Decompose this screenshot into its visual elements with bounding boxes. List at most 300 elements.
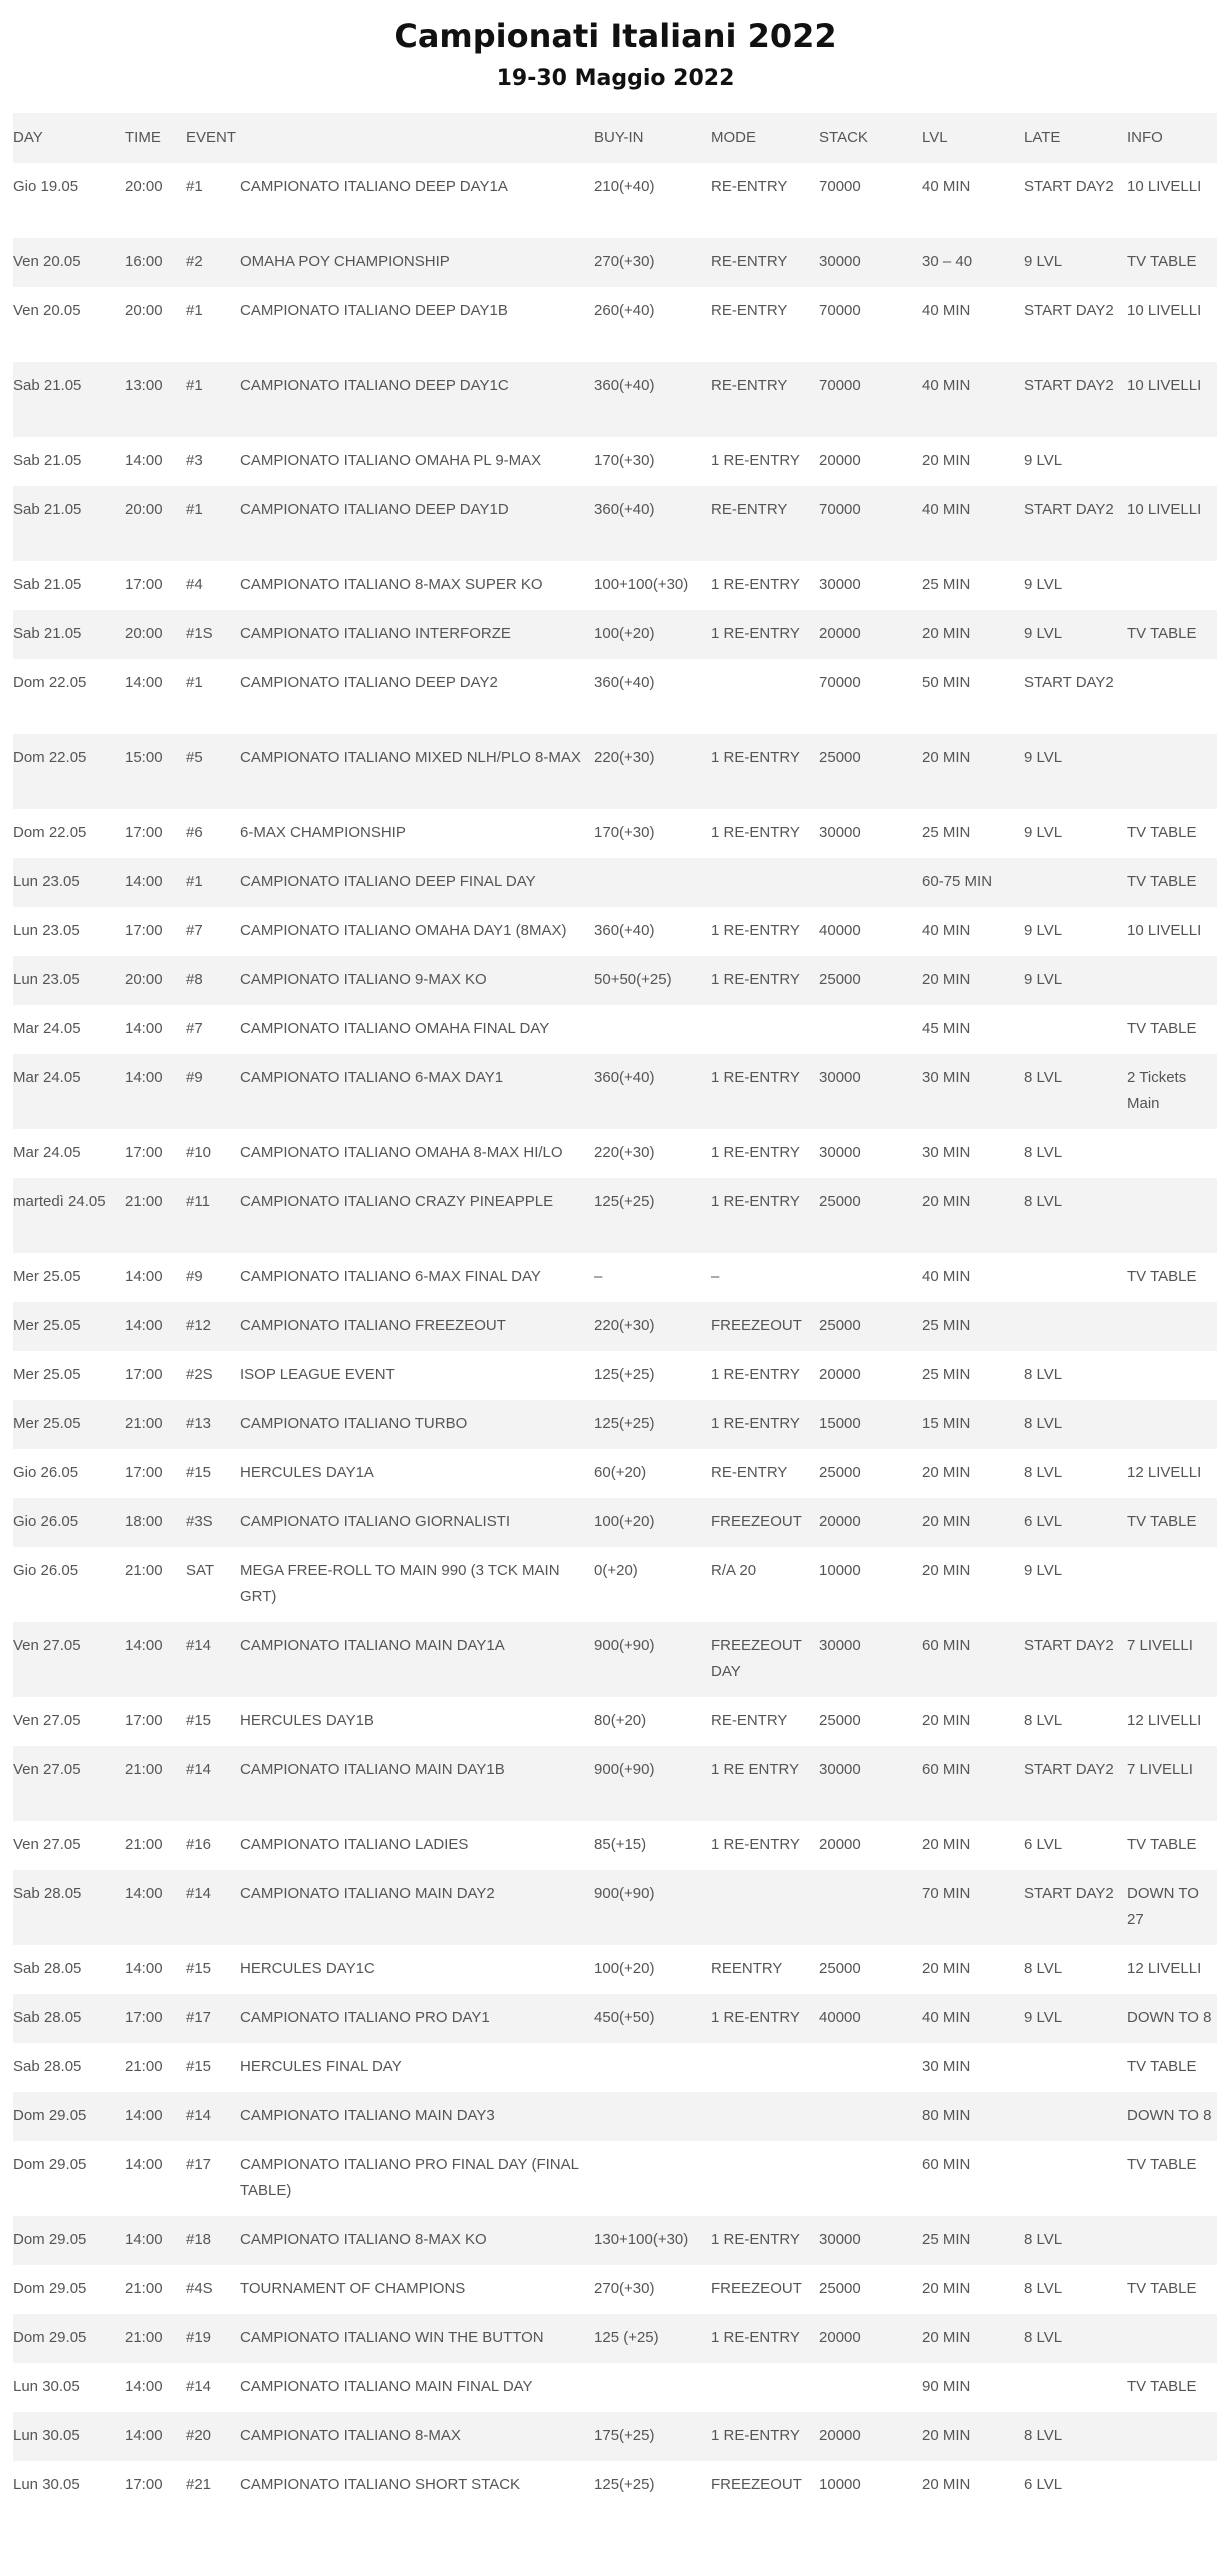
mode-cell: 1 RE-ENTRY	[711, 1144, 800, 1161]
buy-in-cell	[594, 2043, 711, 2092]
late-cell: START DAY2	[1024, 486, 1127, 561]
day-cell: Dom 29.05	[13, 2216, 125, 2265]
buy-in-cell: 360(+40)	[594, 362, 711, 437]
info-cell	[1127, 1400, 1217, 1449]
mode-cell: FREEZEOUT	[711, 1302, 819, 1351]
mode-cell: 1 RE-ENTRY	[711, 1178, 819, 1253]
stack-cell: 70000	[819, 674, 861, 691]
stack-cell: 25000	[819, 2280, 861, 2297]
time-cell: 14:00	[125, 2216, 186, 2265]
mode-cell: 1 RE-ENTRY	[711, 922, 800, 939]
event-number-cell: #11	[186, 1178, 240, 1253]
late-cell: 9 LVL	[1024, 452, 1063, 469]
event-name-cell: HERCULES FINAL DAY	[240, 2058, 402, 2075]
mode-cell: FREEZEOUT	[711, 1498, 819, 1547]
table-row	[13, 610, 1217, 659]
late-cell	[1024, 1253, 1127, 1302]
buy-in-cell: 125 (+25)	[594, 2314, 711, 2363]
late-cell	[1024, 2043, 1127, 2092]
mode-cell: RE-ENTRY	[711, 1464, 788, 1481]
day-cell: Mar 24.05	[13, 1054, 125, 1129]
buy-in-cell: 360(+40)	[594, 1054, 711, 1129]
lvl-cell: 40 MIN	[922, 486, 1024, 561]
buy-in-cell: 130+100(+30)	[594, 2216, 711, 2265]
day-cell: Sab 28.05	[13, 1960, 82, 1977]
time-cell: 17:00	[125, 1712, 163, 1729]
table-row	[13, 1054, 1217, 1129]
stack-cell: 30000	[819, 2216, 922, 2265]
day-cell: Lun 30.05	[13, 2412, 125, 2461]
lvl-cell: 25 MIN	[922, 576, 971, 593]
event-number-cell: #14	[186, 2092, 240, 2141]
buy-in-cell: 220(+30)	[594, 1144, 655, 1161]
late-cell: 8 LVL	[1024, 1400, 1127, 1449]
event-name-cell: CAMPIONATO ITALIANO OMAHA DAY1 (8MAX)	[240, 922, 567, 939]
event-name-cell: CAMPIONATO ITALIANO TURBO	[240, 1400, 594, 1449]
time-cell: 21:00	[125, 1836, 163, 1853]
event-name-cell: CAMPIONATO ITALIANO MAIN DAY2	[240, 1870, 594, 1945]
late-cell: 9 LVL	[1024, 238, 1127, 287]
event-name-cell: CAMPIONATO ITALIANO WIN THE BUTTON	[240, 2314, 594, 2363]
event-name-cell: HERCULES DAY1C	[240, 1960, 375, 1977]
time-cell: 20:00	[125, 610, 186, 659]
late-cell: 8 LVL	[1024, 1464, 1063, 1481]
mode-cell: 1 RE-ENTRY	[711, 452, 800, 469]
lvl-cell: 20 MIN	[922, 1712, 971, 1729]
late-cell: 9 LVL	[1024, 576, 1063, 593]
day-cell: Dom 29.05	[13, 2280, 87, 2297]
stack-cell: 25000	[819, 1302, 922, 1351]
day-cell: Mer 25.05	[13, 1400, 125, 1449]
day-cell: Gio 19.05	[13, 178, 79, 195]
event-name-cell: CAMPIONATO ITALIANO 6-MAX DAY1	[240, 1054, 594, 1129]
time-cell: 21:00	[125, 1746, 186, 1821]
stack-cell	[819, 2092, 922, 2141]
event-name-cell: CAMPIONATO ITALIANO MAIN FINAL DAY	[240, 2378, 533, 2395]
stack-cell: 10000	[819, 2476, 861, 2493]
lvl-cell: 60 MIN	[922, 2156, 971, 2173]
buy-in-cell: 125(+25)	[594, 2476, 655, 2493]
mode-cell	[711, 2092, 819, 2141]
table-row	[13, 1351, 1217, 1400]
late-cell: START DAY2	[1024, 1622, 1127, 1697]
event-name-cell: HERCULES DAY1B	[240, 1712, 374, 1729]
event-number-cell: #10	[186, 1144, 212, 1161]
late-cell: 6 LVL	[1024, 2476, 1063, 2493]
buy-in-cell: 125(+25)	[594, 1400, 711, 1449]
late-cell: 8 LVL	[1024, 2280, 1063, 2297]
info-cell: 10 LIVELLI	[1127, 362, 1217, 437]
info-cell: 10 LIVELLI	[1127, 302, 1202, 319]
table-row	[13, 362, 1217, 437]
lvl-cell: 40 MIN	[922, 178, 971, 195]
mode-cell: RE-ENTRY	[711, 486, 819, 561]
late-cell: START DAY2	[1024, 1746, 1127, 1821]
lvl-cell: 20 MIN	[922, 2412, 1024, 2461]
lvl-cell: 80 MIN	[922, 2092, 1024, 2141]
info-cell	[1127, 2314, 1217, 2363]
event-name-cell: CAMPIONATO ITALIANO DEEP DAY2	[240, 674, 498, 691]
day-cell: Ven 27.05	[13, 1746, 125, 1821]
event-name-cell: CAMPIONATO ITALIANO MAIN DAY1A	[240, 1622, 594, 1697]
info-cell	[1127, 1178, 1217, 1253]
event-number-cell: #2	[186, 238, 240, 287]
lvl-cell: 40 MIN	[922, 362, 1024, 437]
column-header-buy-in: BUY-IN	[594, 113, 711, 163]
info-cell: TV TABLE	[1127, 238, 1217, 287]
mode-cell: 1 RE-ENTRY	[711, 2412, 819, 2461]
stack-cell: 10000	[819, 1562, 861, 1579]
event-number-cell: #5	[186, 734, 240, 809]
event-number-cell: #15	[186, 1712, 212, 1729]
info-cell: DOWN TO 8	[1127, 2092, 1217, 2141]
table-row	[13, 238, 1217, 287]
lvl-cell: 20 MIN	[922, 734, 1024, 809]
event-name-cell: CAMPIONATO ITALIANO OMAHA FINAL DAY	[240, 1020, 550, 1037]
stack-cell: 20000	[819, 610, 922, 659]
event-number-cell: #7	[186, 1020, 203, 1037]
table-row	[13, 1821, 1217, 1870]
lvl-cell: 30 MIN	[922, 1144, 971, 1161]
lvl-cell: 20 MIN	[922, 2280, 971, 2297]
event-number-cell: #9	[186, 1268, 203, 1285]
late-cell: 8 LVL	[1024, 2216, 1127, 2265]
lvl-cell: 25 MIN	[922, 824, 971, 841]
stack-cell	[819, 858, 922, 907]
info-cell: 10 LIVELLI	[1127, 922, 1202, 939]
lvl-cell: 40 MIN	[922, 1994, 1024, 2043]
stack-cell: 30000	[819, 576, 861, 593]
buy-in-cell: 900(+90)	[594, 1870, 711, 1945]
buy-in-cell: 170(+30)	[594, 452, 655, 469]
info-cell: TV TABLE	[1127, 1836, 1197, 1853]
lvl-cell: 60 MIN	[922, 1746, 1024, 1821]
time-cell: 17:00	[125, 1464, 163, 1481]
mode-cell: 1 RE-ENTRY	[711, 1994, 819, 2043]
event-number-cell: #1	[186, 674, 203, 691]
lvl-cell: 20 MIN	[922, 452, 971, 469]
info-cell: 12 LIVELLI	[1127, 1960, 1202, 1977]
time-cell: 21:00	[125, 2280, 163, 2297]
stack-cell: 30000	[819, 238, 922, 287]
mode-cell: RE-ENTRY	[711, 238, 819, 287]
column-header-info: INFO	[1127, 113, 1217, 163]
stack-cell	[819, 1253, 922, 1302]
event-number-cell: #21	[186, 2476, 212, 2493]
info-cell	[1127, 1351, 1217, 1400]
event-name-cell: CAMPIONATO ITALIANO 9-MAX KO	[240, 956, 594, 1005]
column-header-day: DAY	[13, 113, 125, 163]
event-name-cell: CAMPIONATO ITALIANO 8-MAX SUPER KO	[240, 576, 543, 593]
late-cell: 8 LVL	[1024, 1960, 1063, 1977]
buy-in-cell: 100(+20)	[594, 1498, 711, 1547]
lvl-cell: 70 MIN	[922, 1870, 1024, 1945]
info-cell: TV TABLE	[1127, 2280, 1197, 2297]
event-number-cell: #1	[186, 362, 240, 437]
day-cell: Dom 22.05	[13, 734, 125, 809]
table-row	[13, 858, 1217, 907]
stack-cell: 30000	[819, 824, 861, 841]
day-cell: martedì 24.05	[13, 1178, 125, 1253]
stack-cell	[819, 2043, 922, 2092]
table-row	[13, 907, 1217, 956]
stack-cell	[819, 2141, 922, 2216]
day-cell: Mar 24.05	[13, 1020, 81, 1037]
day-cell: Ven 27.05	[13, 1712, 81, 1729]
event-number-cell: #4	[186, 576, 203, 593]
stack-cell: 25000	[819, 1178, 922, 1253]
table-row	[13, 1129, 1217, 1178]
event-name-cell: CAMPIONATO ITALIANO DEEP DAY1C	[240, 362, 594, 437]
event-number-cell: #3S	[186, 1498, 240, 1547]
buy-in-cell: 220(+30)	[594, 734, 711, 809]
time-cell: 14:00	[125, 452, 163, 469]
info-cell	[1127, 1547, 1217, 1622]
event-name-cell: CAMPIONATO ITALIANO 8-MAX KO	[240, 2216, 594, 2265]
event-name-cell: HERCULES DAY1A	[240, 1464, 374, 1481]
info-cell: TV TABLE	[1127, 1020, 1197, 1037]
column-header-late: LATE	[1024, 113, 1127, 163]
time-cell: 20:00	[125, 956, 186, 1005]
time-cell: 17:00	[125, 1366, 163, 1383]
stack-cell: 40000	[819, 1994, 922, 2043]
table-row	[13, 1994, 1217, 2043]
table-row	[13, 1547, 1217, 1622]
late-cell: 9 LVL	[1024, 1994, 1127, 2043]
mode-cell: RE-ENTRY	[711, 1712, 788, 1729]
late-cell: START DAY2	[1024, 674, 1114, 691]
event-number-cell: SAT	[186, 1562, 215, 1579]
info-cell	[1127, 1302, 1217, 1351]
time-cell: 14:00	[125, 1960, 163, 1977]
buy-in-cell: 270(+30)	[594, 2280, 655, 2297]
table-header-row	[13, 113, 1217, 163]
late-cell: START DAY2	[1024, 302, 1114, 319]
event-name-cell: CAMPIONATO ITALIANO INTERFORZE	[240, 610, 594, 659]
event-number-cell: #2S	[186, 1366, 213, 1383]
stack-cell: 30000	[819, 1746, 922, 1821]
mode-cell	[711, 659, 819, 734]
late-cell: 9 LVL	[1024, 922, 1063, 939]
event-number-cell: #17	[186, 1994, 240, 2043]
stack-cell: 25000	[819, 1464, 861, 1481]
schedule-table-container	[13, 113, 1217, 2510]
page-subtitle: 19-30 Maggio 2022	[496, 66, 735, 91]
buy-in-cell: 220(+30)	[594, 1302, 711, 1351]
stack-cell: 20000	[819, 2412, 922, 2461]
table-row	[13, 287, 1217, 362]
late-cell: START DAY2	[1024, 362, 1127, 437]
late-cell: 9 LVL	[1024, 610, 1127, 659]
mode-cell: 1 RE-ENTRY	[711, 2314, 819, 2363]
info-cell: 7 LIVELLI	[1127, 1746, 1217, 1821]
event-name-cell: OMAHA POY CHAMPIONSHIP	[240, 238, 594, 287]
lvl-cell: 40 MIN	[922, 302, 971, 319]
column-header-event: EVENT	[186, 113, 594, 163]
info-cell	[1127, 2461, 1217, 2510]
late-cell: 8 LVL	[1024, 1712, 1063, 1729]
lvl-cell: 25 MIN	[922, 1366, 971, 1383]
time-cell: 14:00	[125, 1870, 186, 1945]
event-name-cell: CAMPIONATO ITALIANO FREEZEOUT	[240, 1302, 594, 1351]
late-cell: START DAY2	[1024, 178, 1114, 195]
info-cell: 12 LIVELLI	[1127, 1712, 1202, 1729]
buy-in-cell	[594, 2141, 711, 2216]
lvl-cell: 60 MIN	[922, 1622, 1024, 1697]
time-cell: 17:00	[125, 1144, 163, 1161]
stack-cell: 20000	[819, 1498, 922, 1547]
event-name-cell: CAMPIONATO ITALIANO GIORNALISTI	[240, 1498, 594, 1547]
info-cell: TV TABLE	[1127, 1498, 1217, 1547]
event-number-cell: #3	[186, 452, 203, 469]
event-name-cell: CAMPIONATO ITALIANO SHORT STACK	[240, 2476, 521, 2493]
schedule-table	[13, 113, 1217, 2510]
table-row	[13, 2461, 1217, 2510]
late-cell: 9 LVL	[1024, 956, 1127, 1005]
event-name-cell: 6-MAX CHAMPIONSHIP	[240, 824, 406, 841]
buy-in-cell: 80(+20)	[594, 1712, 647, 1729]
buy-in-cell: 260(+40)	[594, 302, 655, 319]
late-cell	[1024, 2092, 1127, 2141]
info-cell: TV TABLE	[1127, 610, 1217, 659]
mode-cell: 1 RE-ENTRY	[711, 1054, 819, 1129]
info-cell: 10 LIVELLI	[1127, 486, 1217, 561]
mode-cell: FREEZEOUT	[711, 2476, 802, 2493]
late-cell	[1024, 858, 1127, 907]
mode-cell: 1 RE-ENTRY	[711, 610, 819, 659]
table-row	[13, 734, 1217, 809]
event-name-cell: CAMPIONATO ITALIANO DEEP DAY1A	[240, 178, 508, 195]
stack-cell: 20000	[819, 1836, 861, 1853]
time-cell: 17:00	[125, 576, 163, 593]
event-name-cell: CAMPIONATO ITALIANO CRAZY PINEAPPLE	[240, 1178, 594, 1253]
stack-cell: 25000	[819, 956, 922, 1005]
mode-cell: 1 RE-ENTRY	[711, 2216, 819, 2265]
buy-in-cell: 100(+20)	[594, 610, 711, 659]
lvl-cell: 15 MIN	[922, 1400, 1024, 1449]
column-header-stack: STACK	[819, 113, 922, 163]
event-number-cell: #4S	[186, 2280, 213, 2297]
table-row	[13, 2141, 1217, 2216]
time-cell: 14:00	[125, 1054, 186, 1129]
mode-cell: 1 RE-ENTRY	[711, 576, 800, 593]
lvl-cell: 20 MIN	[922, 1960, 971, 1977]
late-cell: 8 LVL	[1024, 1144, 1063, 1161]
lvl-cell: 20 MIN	[922, 1464, 971, 1481]
table-row	[13, 1302, 1217, 1351]
time-cell: 16:00	[125, 238, 186, 287]
event-number-cell: #1S	[186, 610, 240, 659]
late-cell	[1024, 2141, 1127, 2216]
table-row	[13, 1697, 1217, 1746]
mode-cell: REENTRY	[711, 1960, 783, 1977]
mode-cell: –	[711, 1268, 720, 1285]
day-cell: Dom 29.05	[13, 2314, 125, 2363]
late-cell: 8 LVL	[1024, 1054, 1127, 1129]
day-cell: Ven 27.05	[13, 1836, 81, 1853]
lvl-cell: 20 MIN	[922, 1562, 971, 1579]
stack-cell: 30000	[819, 1054, 922, 1129]
event-name-cell: CAMPIONATO ITALIANO PRO DAY1	[240, 1994, 594, 2043]
buy-in-cell: 900(+90)	[594, 1746, 711, 1821]
event-number-cell: #15	[186, 1464, 212, 1481]
mode-cell	[711, 858, 819, 907]
time-cell: 14:00	[125, 2378, 163, 2395]
day-cell: Ven 20.05	[13, 302, 81, 319]
time-cell: 21:00	[125, 1562, 163, 1579]
stack-cell: 25000	[819, 1712, 861, 1729]
event-number-cell: #18	[186, 2216, 240, 2265]
event-name-cell: CAMPIONATO ITALIANO DEEP DAY1D	[240, 486, 594, 561]
lvl-cell: 20 MIN	[922, 2476, 971, 2493]
late-cell: START DAY2	[1024, 1870, 1127, 1945]
lvl-cell: 40 MIN	[922, 1268, 971, 1285]
column-header-lvl: LVL	[922, 113, 1024, 163]
buy-in-cell: 60(+20)	[594, 1464, 647, 1481]
time-cell: 14:00	[125, 674, 163, 691]
time-cell: 14:00	[125, 2092, 186, 2141]
day-cell: Sab 21.05	[13, 576, 82, 593]
mode-cell	[711, 2363, 819, 2412]
info-cell	[1127, 659, 1217, 734]
table-row	[13, 437, 1217, 486]
time-cell: 21:00	[125, 2314, 186, 2363]
day-cell: Lun 23.05	[13, 922, 80, 939]
table-row	[13, 1622, 1217, 1697]
day-cell: Dom 29.05	[13, 2092, 125, 2141]
info-cell: DOWN TO 8	[1127, 1994, 1217, 2043]
time-cell: 18:00	[125, 1498, 186, 1547]
buy-in-cell: 100+100(+30)	[594, 576, 689, 593]
time-cell: 14:00	[125, 858, 186, 907]
info-cell: TV TABLE	[1127, 858, 1217, 907]
event-name-cell: ISOP LEAGUE EVENT	[240, 1366, 395, 1383]
table-row	[13, 2314, 1217, 2363]
buy-in-cell: 900(+90)	[594, 1622, 711, 1697]
lvl-cell: 20 MIN	[922, 1498, 1024, 1547]
day-cell: Sab 21.05	[13, 362, 125, 437]
info-cell	[1127, 956, 1217, 1005]
mode-cell: FREEZEOUT DAY	[711, 1622, 819, 1697]
time-cell: 21:00	[125, 1178, 186, 1253]
lvl-cell: 40 MIN	[922, 922, 971, 939]
stack-cell: 20000	[819, 452, 861, 469]
table-row	[13, 1449, 1217, 1498]
mode-cell: 1 RE-ENTRY	[711, 956, 819, 1005]
table-row	[13, 956, 1217, 1005]
table-row	[13, 1870, 1217, 1945]
info-cell: DOWN TO 27	[1127, 1870, 1217, 1945]
stack-cell: 20000	[819, 1366, 861, 1383]
event-name-cell: CAMPIONATO ITALIANO 6-MAX FINAL DAY	[240, 1268, 541, 1285]
info-cell	[1127, 561, 1217, 610]
lvl-cell: 25 MIN	[922, 1302, 1024, 1351]
mode-cell: 1 RE-ENTRY	[711, 734, 819, 809]
event-name-cell: CAMPIONATO ITALIANO MAIN DAY1B	[240, 1746, 594, 1821]
table-row	[13, 561, 1217, 610]
day-cell: Ven 27.05	[13, 1622, 125, 1697]
mode-cell: 1 RE-ENTRY	[711, 1366, 800, 1383]
table-body	[13, 163, 1217, 2510]
day-cell: Lun 23.05	[13, 956, 125, 1005]
stack-cell: 30000	[819, 1622, 922, 1697]
mode-cell: R/A 20	[711, 1562, 757, 1579]
lvl-cell: 25 MIN	[922, 2216, 1024, 2265]
table-row	[13, 1005, 1217, 1054]
time-cell: 14:00	[125, 1020, 163, 1037]
info-cell	[1127, 437, 1217, 486]
day-cell: Sab 21.05	[13, 452, 82, 469]
